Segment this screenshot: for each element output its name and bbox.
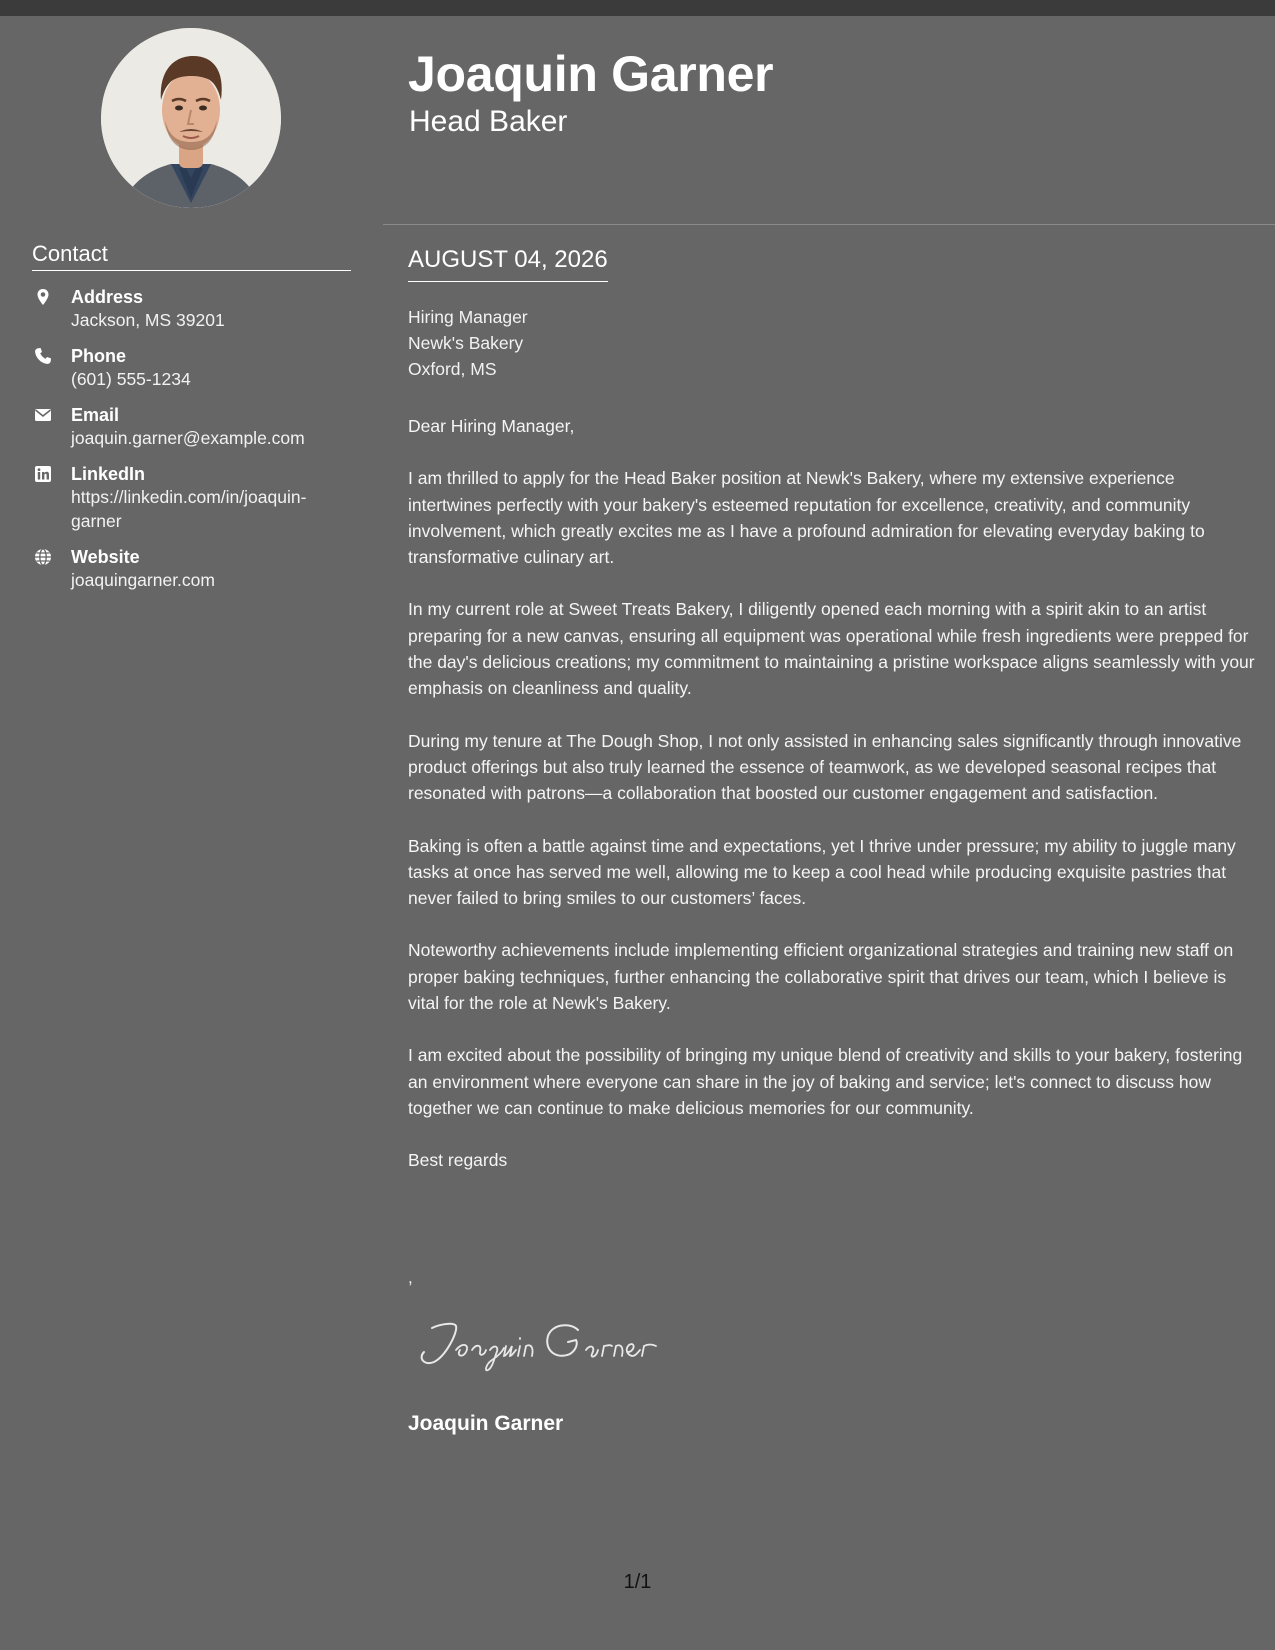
phone-icon — [34, 347, 52, 365]
job-title: Head Baker — [409, 105, 568, 138]
contact-list — [32, 286, 351, 605]
contact-heading: Contact — [32, 241, 351, 271]
contact-value[interactable]: joaquingarner.com — [71, 570, 215, 590]
contact-label: Address — [71, 287, 144, 307]
letter-paragraph: Baking is often a battle against time and expectations, yet I thrive under pressure; my ability to juggle many tasks at once has served me well, allowing me to keep a cool head while producing exquisite pastries that never failed to bring smiles to our customers’ faces. — [408, 835, 1236, 909]
contact-phone — [32, 345, 351, 391]
letter-paragraph: During my tenure at The Dough Shop, I not only assisted in enhancing sales significantly through innovative product offerings but also truly learned the essence of teamwork, as we developed seasonal recipes that resonated with patrons—a collaboration that boosted our customer engagement and satisfaction. — [408, 730, 1242, 804]
letter-paragraph: I am thrilled to apply for the Head Baker position at Newk's Bakery, where my extensive experience intertwines perfectly with your bakery's esteemed reputation for excellence, creativity, and community involvement, which greatly excites me as I have a profound admiration for elevating everyday baking to transformative culinary art. — [408, 468, 1205, 568]
contact-email — [32, 404, 351, 450]
salutation: Dear Hiring Manager, — [408, 416, 575, 436]
contact-label: Phone — [71, 346, 127, 366]
page-indicator: 1/1 — [623, 1571, 652, 1593]
contact-value[interactable]: https://linkedin.com/in/joaquin-garner — [71, 487, 307, 531]
profile-photo — [101, 28, 281, 208]
recipient-line: Newk's Bakery — [408, 333, 524, 353]
applicant-name: Joaquin Garner — [408, 46, 774, 102]
closing-comma: , — [408, 1268, 413, 1287]
contact-label: Website — [71, 547, 140, 567]
contact-value: joaquin.garner@example.com — [71, 428, 305, 448]
cover-letter-page — [0, 16, 1275, 1650]
recipient-line: Oxford, MS — [408, 359, 497, 379]
contact-website — [32, 546, 351, 592]
closing: Best regards — [408, 1150, 508, 1171]
contact-value: Jackson, MS 39201 — [71, 310, 225, 330]
handwritten-signature — [410, 1306, 670, 1378]
linkedin-icon — [34, 465, 52, 483]
map-pin-icon — [34, 288, 52, 306]
recipient-block — [408, 304, 1248, 382]
contact-label: Email — [71, 405, 120, 425]
envelope-icon — [34, 406, 52, 424]
letter-paragraph: I am excited about the possibility of bringing my unique blend of creativity and skills to your bakery, fostering an environment where everyone can share in the joy of baking and service; let's connect to discuss how together we can continue to make delicious memories for our community. — [408, 1045, 1243, 1118]
signer-name: Joaquin Garner — [408, 1412, 564, 1435]
recipient-line: Hiring Manager — [408, 307, 528, 327]
letter-paragraph: Noteworthy achievements include implementing efficient organizational strategies and training new staff on proper baking techniques, further enhancing the collaborative spirit that drives our team, which I believe is vital for the role at Newk's Bakery. — [408, 940, 1234, 1014]
contact-address — [32, 286, 351, 332]
letter-date: AUGUST 04, 2026 — [408, 245, 608, 282]
globe-icon — [34, 548, 52, 566]
contact-linkedin — [32, 463, 351, 533]
letter-paragraph: In my current role at Sweet Treats Bakery, I diligently opened each morning with a spirit akin to an artist preparing for a new canvas, ensuring all equipment was operational while fresh ingredients were prepped for the day's delicious creations; my commitment to maintaining a pristine workspace aligns seamlessly with your emphasis on cleanliness and quality. — [408, 599, 1255, 699]
header-divider — [383, 224, 1275, 225]
contact-label: LinkedIn — [71, 464, 146, 484]
top-bar — [0, 0, 1275, 16]
letter-body — [408, 413, 1255, 1200]
contact-value: (601) 555-1234 — [71, 369, 191, 389]
